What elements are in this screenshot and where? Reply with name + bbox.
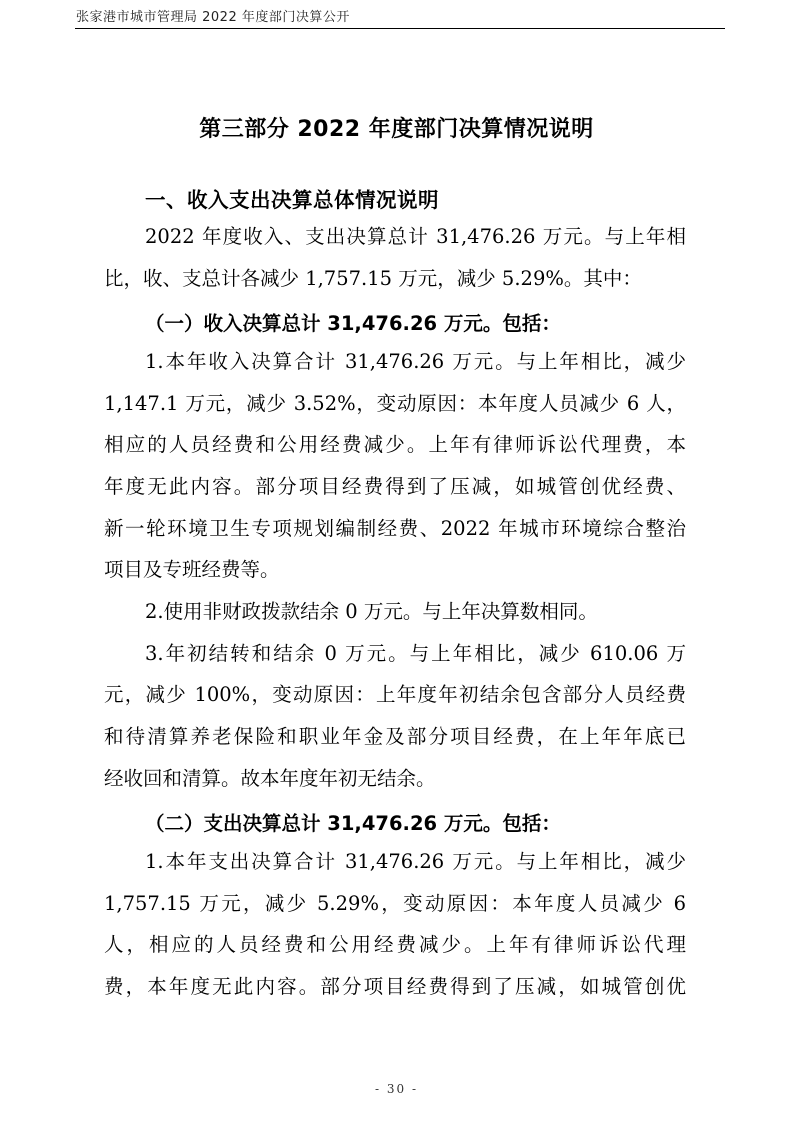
expenditure-item1-line: 1,757.15 万元，减少 5.29%，变动原因：本年度人员减少 6 — [104, 892, 686, 915]
intro-line: 比，收、支总计各减少 1,757.15 万元，减少 5.29%。其中： — [104, 267, 642, 290]
income-item3-line: 3.年初结转和结余 0 万元。与上年相比，减少 610.06 万 — [145, 642, 686, 665]
income-item1-line: 新一轮环境卫生专项规划编制经费、2022 年城市环境综合整治 — [104, 517, 686, 540]
income-item1-line: 1.本年收入决算合计 31,476.26 万元。与上年相比，减少 — [145, 350, 686, 373]
page-number: - 30 - — [374, 1082, 418, 1096]
section-heading: 一、收入支出决算总体情况说明 — [145, 188, 439, 212]
income-item1-line: 相应的人员经费和公用经费减少。上年有律师诉讼代理费，本 — [104, 433, 686, 456]
expenditure-item1-line: 费，本年度无此内容。部分项目经费得到了压减，如城管创优 — [104, 975, 686, 998]
page-title: 第三部分 2022 年度部门决算情况说明 — [199, 117, 594, 142]
income-item1-line: 项目及专班经费等。 — [104, 558, 280, 581]
income-item3-line: 和待清算养老保险和职业年金及部分项目经费，在上年年底已 — [104, 725, 686, 748]
expenditure-heading: （二）支出决算总计 31,476.26 万元。包括： — [145, 812, 561, 835]
expenditure-item1-line: 人，相应的人员经费和公用经费减少。上年有律师诉讼代理 — [104, 933, 686, 956]
income-item3-line: 元，减少 100%，变动原因：上年度年初结余包含部分人员经费 — [104, 683, 686, 706]
header-divider — [75, 28, 725, 29]
income-item2-line: 2.使用非财政拨款结余 0 万元。与上年决算数相同。 — [145, 600, 598, 623]
expenditure-item1-line: 1.本年支出决算合计 31,476.26 万元。与上年相比，减少 — [145, 850, 686, 873]
income-heading: （一）收入决算总计 31,476.26 万元。包括： — [145, 312, 561, 335]
income-item1-line: 年度无此内容。部分项目经费得到了压减，如城管创优经费、 — [104, 475, 686, 498]
intro-line: 2022 年度收入、支出决算总计 31,476.26 万元。与上年相 — [145, 225, 686, 248]
income-item3-line: 经收回和清算。故本年度年初无结余。 — [104, 767, 436, 790]
running-header: 张家港市城市管理局 2022 年度部门决算公开 — [76, 10, 350, 25]
income-item1-line: 1,147.1 万元，减少 3.52%，变动原因：本年度人员减少 6 人， — [104, 392, 686, 415]
